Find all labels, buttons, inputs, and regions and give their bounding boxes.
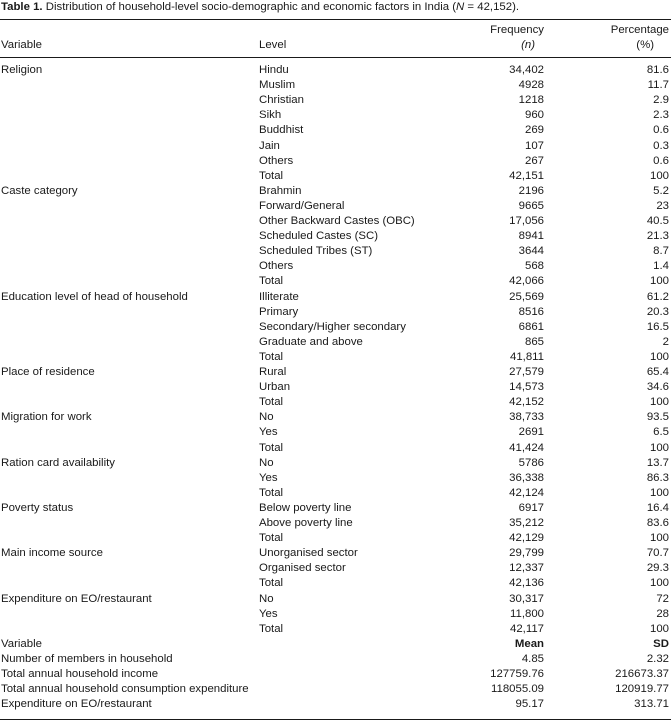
table-row	[0, 214, 671, 229]
percentage-cell: 83.6	[646, 517, 669, 529]
variable-cell: Religion	[1, 64, 43, 76]
percentage-cell: 34.6	[646, 381, 669, 394]
frequency-cell: 2196	[518, 184, 544, 197]
percentage-cell: 5.2	[653, 184, 669, 197]
frequency-cell: 41,424	[509, 441, 544, 454]
level-cell: Hindu	[259, 64, 289, 76]
header-variable: Variable	[1, 39, 42, 51]
frequency-cell: 42,136	[509, 577, 544, 590]
level-cell: Primary	[259, 305, 299, 318]
frequency-cell: 12,337	[509, 562, 544, 575]
frequency-cell: 42,066	[509, 275, 544, 288]
table-row	[0, 471, 671, 486]
frequency-cell: 2691	[518, 426, 544, 439]
table-row	[0, 501, 671, 516]
table-row	[0, 229, 671, 244]
table-row	[0, 546, 671, 561]
level-cell: Forward/General	[259, 199, 345, 212]
sd-cell: 216673.37	[615, 668, 669, 680]
frequency-cell: 11,800	[510, 607, 544, 620]
frequency-cell: 41,811	[510, 350, 544, 363]
level-cell: Scheduled Tribes (ST)	[259, 245, 373, 258]
table-row	[0, 63, 671, 78]
frequency-cell: 267	[524, 154, 544, 167]
frequency-cell: 1218	[518, 94, 544, 107]
frequency-cell: 42,124	[509, 486, 544, 499]
frequency-cell: 36,338	[509, 471, 544, 484]
level-cell: No	[259, 456, 274, 469]
percentage-cell: 100	[649, 622, 669, 635]
variable-cell: Ration card availability	[1, 456, 115, 469]
percentage-cell: 29.3	[646, 562, 669, 575]
percentage-cell: 40.5	[646, 215, 669, 227]
percentage-cell: 13.7	[646, 456, 669, 469]
table-row	[0, 425, 671, 440]
variable-cell: Poverty status	[1, 501, 74, 514]
level-cell: Unorganised sector	[259, 547, 358, 560]
summary-header-variable: Variable	[1, 637, 42, 650]
level-cell: Christian	[259, 94, 304, 107]
level-cell: Yes	[259, 426, 278, 439]
summary-variable-cell: Total annual household consumption expenditure	[1, 683, 249, 696]
frequency-cell: 38,733	[509, 411, 544, 424]
table-row	[0, 259, 671, 274]
variable-cell: Caste category	[1, 184, 78, 197]
percentage-cell: 100	[649, 350, 669, 363]
summary-header-row	[0, 637, 671, 652]
percentage-cell: 8.7	[653, 245, 669, 258]
percentage-cell: 93.5	[646, 411, 669, 424]
frequency-cell: 42,129	[509, 532, 544, 545]
percentage-cell: 70.7	[646, 547, 669, 560]
level-cell: Below poverty line	[259, 501, 352, 514]
table-label: Table 1.	[1, 1, 43, 13]
sd-cell: 313.71	[634, 698, 669, 711]
table-row	[0, 441, 671, 456]
table-row	[0, 123, 671, 138]
table-row	[0, 169, 671, 184]
frequency-cell: 14,573	[509, 381, 544, 394]
summary-variable-cell: Expenditure on EO/restaurant	[1, 698, 152, 711]
level-cell: Yes	[259, 607, 278, 620]
percentage-cell: 21.3	[646, 230, 669, 243]
frequency-cell: 35,212	[509, 517, 544, 529]
summary-header-mean: Mean	[514, 637, 544, 650]
percentage-cell: 2	[662, 335, 669, 348]
table-row	[0, 607, 671, 622]
variable-cell: Place of residence	[1, 366, 95, 378]
percentage-cell: 2.9	[653, 94, 669, 107]
header-level: Level	[259, 39, 287, 51]
sd-cell: 120919.77	[615, 683, 669, 696]
table-row	[0, 139, 671, 154]
variable-cell: Migration for work	[1, 411, 92, 424]
level-cell: Others	[259, 154, 294, 167]
header-rule	[0, 57, 671, 58]
level-cell: Total	[259, 622, 284, 635]
table-row	[0, 108, 671, 123]
caption-n-symbol: N	[456, 1, 465, 13]
level-cell: Brahmin	[259, 184, 302, 197]
table-row	[0, 516, 671, 531]
summary-row	[0, 682, 671, 697]
table-row	[0, 576, 671, 591]
summary-variable-cell: Number of members in household	[1, 652, 173, 665]
mean-cell: 4.85	[521, 652, 544, 665]
frequency-cell: 269	[524, 124, 544, 137]
level-cell: Total	[259, 441, 284, 454]
level-cell: Yes	[259, 471, 278, 484]
level-cell: Secondary/Higher secondary	[259, 320, 406, 333]
percentage-cell: 100	[649, 441, 669, 454]
frequency-cell: 17,056	[509, 215, 544, 227]
percentage-cell: 0.3	[653, 139, 669, 152]
frequency-cell: 8941	[518, 230, 544, 243]
frequency-cell: 34,402	[509, 64, 544, 76]
table-row	[0, 305, 671, 320]
mean-cell: 127759.76	[490, 668, 544, 680]
frequency-cell: 3644	[518, 245, 544, 258]
percentage-cell: 1.4	[653, 260, 669, 273]
percentage-cell: 23	[656, 199, 669, 212]
percentage-cell: 100	[649, 169, 669, 182]
frequency-cell: 6861	[518, 320, 544, 333]
frequency-cell: 30,317	[509, 592, 544, 605]
level-cell: Scheduled Castes (SC)	[259, 230, 379, 243]
percentage-cell: 81.6	[646, 64, 669, 76]
level-cell: Graduate and above	[259, 335, 363, 348]
table-row	[0, 93, 671, 108]
top-rule	[0, 19, 671, 20]
percentage-cell: 61.2	[646, 290, 669, 303]
frequency-cell: 8516	[518, 305, 544, 318]
percentage-cell: 65.4	[646, 366, 669, 378]
level-cell: No	[259, 411, 274, 424]
level-cell: Muslim	[259, 79, 296, 92]
summary-row	[0, 667, 671, 682]
percentage-cell: 100	[649, 396, 669, 409]
percentage-cell: 16.5	[646, 320, 669, 333]
frequency-cell: 6917	[518, 501, 544, 514]
frequency-cell: 865	[524, 335, 544, 348]
percentage-cell: 86.3	[646, 471, 669, 484]
table-row	[0, 410, 671, 425]
percentage-cell: 72	[656, 592, 669, 605]
percentage-cell: 100	[649, 532, 669, 545]
frequency-cell: 29,799	[509, 547, 544, 560]
header-percentage-unit: (%)	[636, 39, 654, 51]
table-row	[0, 592, 671, 607]
percentage-cell: 100	[649, 577, 669, 590]
level-cell: Illiterate	[259, 290, 299, 303]
level-cell: Buddhist	[259, 124, 304, 137]
caption-text: Distribution of household-level socio-demographic and economic factors in India (	[45, 1, 457, 13]
frequency-cell: 5786	[518, 456, 544, 469]
table-row	[0, 320, 671, 335]
bottom-rule	[0, 719, 671, 720]
variable-cell: Main income source	[1, 547, 103, 560]
table-row	[0, 456, 671, 471]
frequency-cell: 107	[524, 139, 544, 152]
table-row	[0, 78, 671, 93]
frequency-cell: 4928	[518, 79, 544, 92]
frequency-cell: 568	[524, 260, 544, 273]
percentage-cell: 0.6	[653, 154, 669, 167]
level-cell: Sikh	[259, 109, 282, 122]
frequency-cell: 42,152	[509, 396, 544, 409]
level-cell: Total	[259, 169, 284, 182]
table-row	[0, 199, 671, 214]
percentage-cell: 16.4	[646, 501, 669, 514]
level-cell: Total	[259, 275, 284, 288]
caption-n-value: = 42,152).	[464, 1, 520, 13]
header-frequency: Frequency	[490, 24, 544, 36]
level-cell: Jain	[259, 139, 280, 152]
variable-cell: Expenditure on EO/restaurant	[1, 592, 152, 605]
level-cell: Other Backward Castes (OBC)	[259, 215, 415, 227]
percentage-cell: 100	[649, 275, 669, 288]
summary-header-sd: SD	[653, 637, 669, 650]
level-cell: Total	[259, 577, 284, 590]
table-row	[0, 531, 671, 546]
table-row	[0, 274, 671, 289]
summary-variable-cell: Total annual household income	[1, 668, 159, 680]
level-cell: Above poverty line	[259, 517, 353, 529]
table-row	[0, 335, 671, 350]
table-row	[0, 380, 671, 395]
level-cell: Organised sector	[259, 562, 346, 575]
table-row	[0, 350, 671, 365]
percentage-cell: 100	[649, 486, 669, 499]
percentage-cell: 2.3	[653, 109, 669, 122]
header-frequency-unit: (n)	[521, 39, 535, 51]
frequency-cell: 25,569	[509, 290, 544, 303]
table-row	[0, 395, 671, 410]
sd-cell: 2.32	[646, 652, 669, 665]
level-cell: Urban	[259, 381, 291, 394]
level-cell: Total	[259, 486, 284, 499]
table-caption	[1, 0, 669, 15]
table-row	[0, 561, 671, 576]
header-percentage: Percentage	[610, 24, 669, 36]
level-cell: Others	[259, 260, 294, 273]
table-row	[0, 290, 671, 305]
table-row	[0, 154, 671, 169]
table-row	[0, 486, 671, 501]
variable-cell: Education level of head of household	[1, 290, 188, 303]
table-row	[0, 184, 671, 199]
mean-cell: 118055.09	[491, 683, 544, 696]
frequency-cell: 9665	[518, 199, 544, 212]
level-cell: No	[259, 592, 274, 605]
mean-cell: 95.17	[515, 698, 544, 711]
frequency-cell: 42,151	[509, 169, 544, 182]
level-cell: Rural	[259, 366, 287, 378]
percentage-cell: 11.7	[647, 79, 669, 92]
percentage-cell: 6.5	[653, 426, 669, 439]
table-row	[0, 365, 671, 380]
percentage-cell: 20.3	[646, 305, 669, 318]
frequency-cell: 42,117	[510, 622, 544, 635]
level-cell: Total	[259, 532, 284, 545]
table-row	[0, 622, 671, 637]
summary-row	[0, 697, 671, 712]
summary-row	[0, 652, 671, 667]
frequency-cell: 960	[524, 109, 544, 122]
frequency-cell: 27,579	[509, 366, 544, 378]
percentage-cell: 28	[656, 607, 669, 620]
percentage-cell: 0.6	[653, 124, 669, 137]
level-cell: Total	[259, 350, 284, 363]
level-cell: Total	[259, 396, 284, 409]
table-row	[0, 244, 671, 259]
